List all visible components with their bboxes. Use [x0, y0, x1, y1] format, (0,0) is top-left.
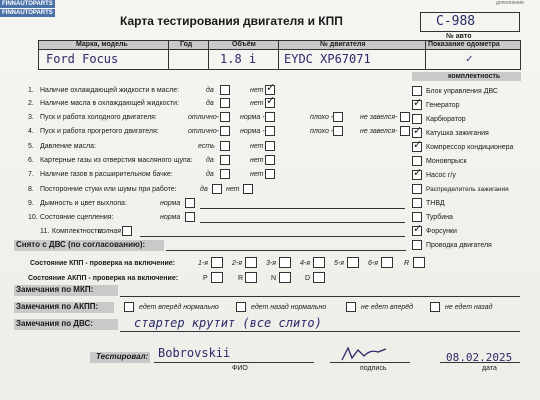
- engine-no-value: EYDC XP67071: [284, 52, 371, 66]
- check-icon: ✓: [413, 97, 423, 109]
- gear-2[interactable]: [245, 257, 257, 268]
- form-text: 5.: [28, 143, 34, 150]
- signature-label: подпись: [360, 365, 387, 372]
- col-model: Марка, модель: [76, 41, 128, 48]
- akp-r[interactable]: [245, 272, 257, 283]
- form-text: R: [238, 275, 244, 282]
- remarks-dvs-label: Замечания по ДВС:: [16, 319, 93, 328]
- form-text: Форсунки: [426, 228, 457, 235]
- item-3-bad[interactable]: [333, 112, 343, 122]
- item-6-yes[interactable]: [220, 155, 230, 165]
- form-text: плохо -: [310, 128, 334, 135]
- form-text: 7.: [28, 171, 34, 178]
- form-text: 4.: [28, 128, 34, 135]
- item-4-normal[interactable]: [265, 126, 275, 136]
- form-text: норма: [160, 214, 181, 221]
- date-label: дата: [482, 365, 497, 372]
- form-text: 3-я: [266, 260, 276, 267]
- watermark-2: FINNAUTOPARTS: [2, 10, 53, 16]
- item-9-label: Дымность и цвет выхлопа:: [40, 200, 127, 207]
- tester-name: Bobrovskii: [158, 346, 231, 360]
- item-10-norm[interactable]: [185, 212, 195, 222]
- akp-n[interactable]: [279, 272, 291, 283]
- kit-10[interactable]: [412, 212, 422, 222]
- form-text: нет: [250, 171, 264, 178]
- akp-no-back[interactable]: [430, 302, 440, 312]
- check-icon: ✓: [413, 125, 423, 137]
- item-8-label: Посторонние стуки или шумы при работе:: [40, 186, 177, 193]
- page-title: Карта тестирования двигателя и КПП: [120, 14, 343, 28]
- item-9-norm[interactable]: [185, 198, 195, 208]
- form-text: Катушка зажигания: [426, 130, 489, 137]
- item-3-nostart[interactable]: [400, 112, 410, 122]
- odometer-value: ✓: [466, 52, 473, 65]
- akp-d[interactable]: [313, 272, 325, 283]
- form-text: Блок управления ДВС: [426, 88, 498, 95]
- item-7-no[interactable]: [265, 169, 275, 179]
- form-text: P: [203, 275, 208, 282]
- form-text: отлично-: [188, 128, 220, 135]
- item-11-label: Комплектность:: [52, 228, 103, 235]
- form-text: 9.: [28, 200, 34, 207]
- item-7-label: Наличие газов в расширительном бачке:: [40, 171, 173, 178]
- remarks-dvs-value: стартер крутит (все слито): [134, 316, 322, 330]
- item-2-yes[interactable]: [220, 98, 230, 108]
- form-text: Насос г/у: [426, 172, 456, 179]
- item-10-label: Состояние сцепления:: [40, 214, 114, 221]
- form-text: да: [200, 186, 208, 193]
- form-text: 4-я: [300, 260, 310, 267]
- form-text: 2-я: [232, 260, 242, 267]
- fio-label: ФИО: [232, 365, 248, 372]
- kit-8[interactable]: [412, 184, 422, 194]
- item-3-label: Пуск и работа холодного двигателя:: [40, 114, 157, 121]
- col-engine: № двигателя: [320, 41, 366, 48]
- akp-no-forward[interactable]: [346, 302, 356, 312]
- car-number-value: С-988: [436, 14, 476, 29]
- item-5-present[interactable]: [220, 141, 230, 151]
- item-5-no[interactable]: [265, 141, 275, 151]
- form-text: 11.: [40, 228, 50, 235]
- akp-p[interactable]: [211, 272, 223, 283]
- gear-4[interactable]: [313, 257, 325, 268]
- form-text: не едет вперёд: [361, 304, 414, 311]
- item-3-normal[interactable]: [265, 112, 275, 122]
- form-text: да: [206, 87, 214, 94]
- form-text: нет: [250, 157, 264, 164]
- gear-1[interactable]: [211, 257, 223, 268]
- volume-value: 1.8 i: [220, 52, 257, 66]
- form-text: полная: [98, 228, 122, 235]
- check-icon: ✓: [266, 82, 276, 94]
- form-text: Проводка двигателя: [426, 242, 492, 249]
- tested-label: Тестировал:: [96, 352, 149, 361]
- kit-6[interactable]: [412, 156, 422, 166]
- item-1-label: Наличие охлаждающей жидкости в масле:: [40, 87, 180, 94]
- item-6-label: Картерные газы из отверстия масляного щупа:: [40, 157, 193, 164]
- form-text: 6-я: [368, 260, 378, 267]
- item-3-excellent[interactable]: [220, 112, 230, 122]
- form-text: 6.: [28, 157, 34, 164]
- kit-header: комплектность: [448, 73, 501, 80]
- form-text: норма -: [240, 128, 265, 135]
- form-text: 1-я: [198, 260, 208, 267]
- gear-5[interactable]: [347, 257, 359, 268]
- item-11-full[interactable]: [122, 226, 132, 236]
- akp-back-ok[interactable]: [236, 302, 246, 312]
- item-6-no[interactable]: [265, 155, 275, 165]
- form-text: N: [271, 275, 277, 282]
- signature: [338, 344, 390, 364]
- item-1-yes[interactable]: [220, 85, 230, 95]
- form-text: Распределитель зажигания: [426, 186, 509, 193]
- corner-mark: дополнение: [496, 0, 524, 6]
- remarks-akp-label: Замечания по АКПП:: [16, 302, 99, 311]
- form-text: едет вперёд нормально: [139, 304, 219, 311]
- form-text: Моновпрыск: [426, 158, 467, 165]
- item-7-yes[interactable]: [220, 169, 230, 179]
- akp-forward-ok[interactable]: [124, 302, 134, 312]
- form-text: нет: [250, 87, 264, 94]
- form-text: едет назад нормально: [251, 304, 327, 311]
- form-text: да: [206, 100, 214, 107]
- form-text: норма -: [240, 114, 265, 121]
- col-volume: Объём: [232, 41, 256, 48]
- item-2-label: Наличие масла в охлаждающей жидкости:: [40, 100, 180, 107]
- check-icon: ✓: [413, 139, 423, 151]
- form-text: ТНВД: [426, 200, 445, 207]
- check-icon: ✓: [413, 223, 423, 235]
- form-text: норма: [160, 200, 181, 207]
- model-value: Ford Focus: [46, 52, 119, 66]
- form-text: не завелся-: [360, 114, 398, 121]
- gear-6[interactable]: [381, 257, 393, 268]
- form-text: 5-я: [334, 260, 344, 267]
- form-text: не едет назад: [445, 304, 493, 311]
- form-text: да: [206, 171, 214, 178]
- form-text: D: [305, 275, 311, 282]
- item-4-excellent[interactable]: [220, 126, 230, 136]
- date-value: 08.02.2025: [446, 351, 513, 364]
- car-number-label: № авто: [446, 33, 472, 40]
- form-text: не завелся-: [360, 128, 398, 135]
- gear-3[interactable]: [279, 257, 291, 268]
- check-icon: ✓: [266, 95, 276, 107]
- item-8-no[interactable]: [243, 184, 253, 194]
- form-text: нет: [250, 100, 264, 107]
- form-text: Карбюратор: [426, 116, 466, 123]
- form-text: есть: [198, 143, 215, 150]
- form-text: 3.: [28, 114, 34, 121]
- form-text: 8.: [28, 186, 34, 193]
- item-5-label: Давление масла:: [40, 143, 96, 150]
- item-4-bad[interactable]: [333, 126, 343, 136]
- form-text: R: [404, 260, 410, 267]
- remarks-mkp-label: Замечания по МКП:: [16, 285, 94, 294]
- kit-1[interactable]: [412, 86, 422, 96]
- col-odometer: Показание одометра: [428, 41, 500, 48]
- item-4-nostart[interactable]: [400, 126, 410, 136]
- form-text: 2.: [28, 100, 34, 107]
- kit-12[interactable]: [412, 240, 422, 250]
- item-8-yes[interactable]: [212, 184, 222, 194]
- form-text: нет: [226, 186, 240, 193]
- form-text: да: [206, 157, 214, 164]
- removed-label: Снято с ДВС (по согласованию):: [16, 240, 146, 249]
- form-text: Компрессор кондиционера: [426, 144, 514, 151]
- form-text: плохо -: [310, 114, 334, 121]
- gear-r[interactable]: [413, 257, 425, 268]
- watermark-1: FINNAUTOPARTS: [2, 1, 53, 7]
- check-icon: ✓: [413, 167, 423, 179]
- form-text: нет: [250, 143, 264, 150]
- form-text: Турбина: [426, 214, 453, 221]
- form-text: Генератор: [426, 102, 460, 109]
- akp-state-label: Состояние АКПП - проверка на включение:: [28, 275, 179, 282]
- item-4-label: Пуск и работа прогретого двигателя:: [40, 128, 159, 135]
- kit-3[interactable]: [412, 114, 422, 124]
- item-1-num: 1.: [28, 87, 34, 94]
- mkp-state-label: Состояние КПП - проверка на включение:: [30, 260, 175, 267]
- form-text: отлично-: [188, 114, 220, 121]
- col-year: Год: [180, 41, 193, 48]
- kit-9[interactable]: [412, 198, 422, 208]
- form-text: 10.: [28, 214, 38, 221]
